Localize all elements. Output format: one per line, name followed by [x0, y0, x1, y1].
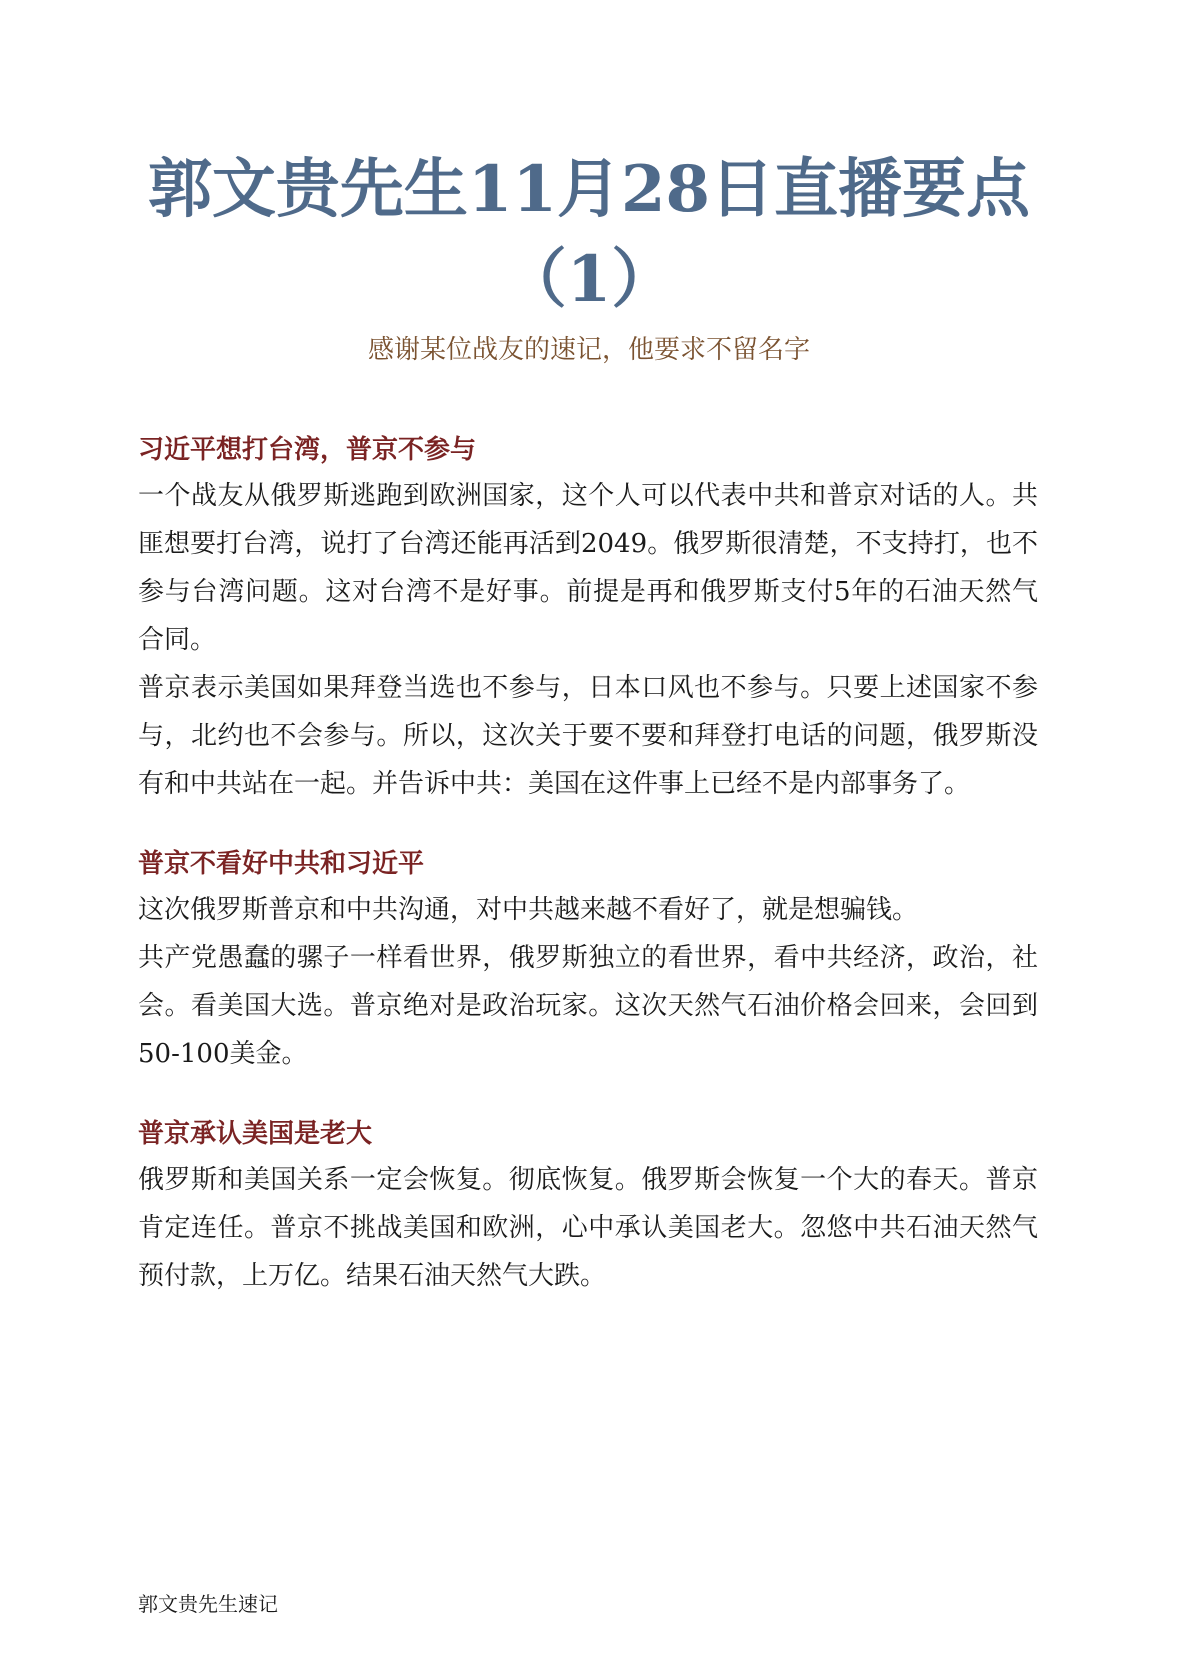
- page-title: 郭文贵先生11月28日直播要点（1）: [147, 152, 1031, 317]
- section-taiwan: [138, 428, 1038, 808]
- paragraph: 俄罗斯和美国关系一定会恢复。彻底恢复。俄罗斯会恢复一个大的春天。普京肯定连任。普京不挑战美国和欧洲，心中承认美国老大。忽悠中共石油天然气预付款，上万亿。结果石油天然气大跌。: [138, 1165, 1038, 1291]
- section-heading: 习近平想打台湾，普京不参与: [138, 435, 477, 465]
- paragraph: 普京表示美国如果拜登当选也不参与，日本口风也不参与。只要上述国家不参与，北约也不会参与。所以，这次关于要不要和拜登打电话的问题，俄罗斯没有和中共站在一起。并告诉中共：美国在这件事上已经不是内部事务了。: [138, 673, 1038, 799]
- section-putin-view: [138, 842, 1038, 1078]
- paragraph: 这次俄罗斯普京和中共沟通，对中共越来越不看好了，就是想骗钱。: [138, 895, 919, 925]
- paragraph: 共产党愚蠢的骡子一样看世界，俄罗斯独立的看世界，看中共经济，政治，社会。看美国大选。普京绝对是政治玩家。这次天然气石油价格会回来，会回到50-100美金。: [138, 943, 1038, 1069]
- page-footer: 郭文贵先生速记: [138, 1592, 278, 1616]
- article-body: [138, 428, 1038, 1334]
- page-subtitle: 感谢某位战友的速记，他要求不留名字: [367, 335, 810, 365]
- section-heading: 普京承认美国是老大: [138, 1119, 373, 1149]
- section-heading: 普京不看好中共和习近平: [138, 849, 425, 879]
- paragraph: 一个战友从俄罗斯逃跑到欧洲国家，这个人可以代表中共和普京对话的人。共匪想要打台湾，说打了台湾还能再活到2049。俄罗斯很清楚，不支持打，也不参与台湾问题。这对台湾不是好事。前提是再和俄罗斯支付5年的石油天然气合同。: [138, 481, 1038, 655]
- section-us-leader: [138, 1112, 1038, 1300]
